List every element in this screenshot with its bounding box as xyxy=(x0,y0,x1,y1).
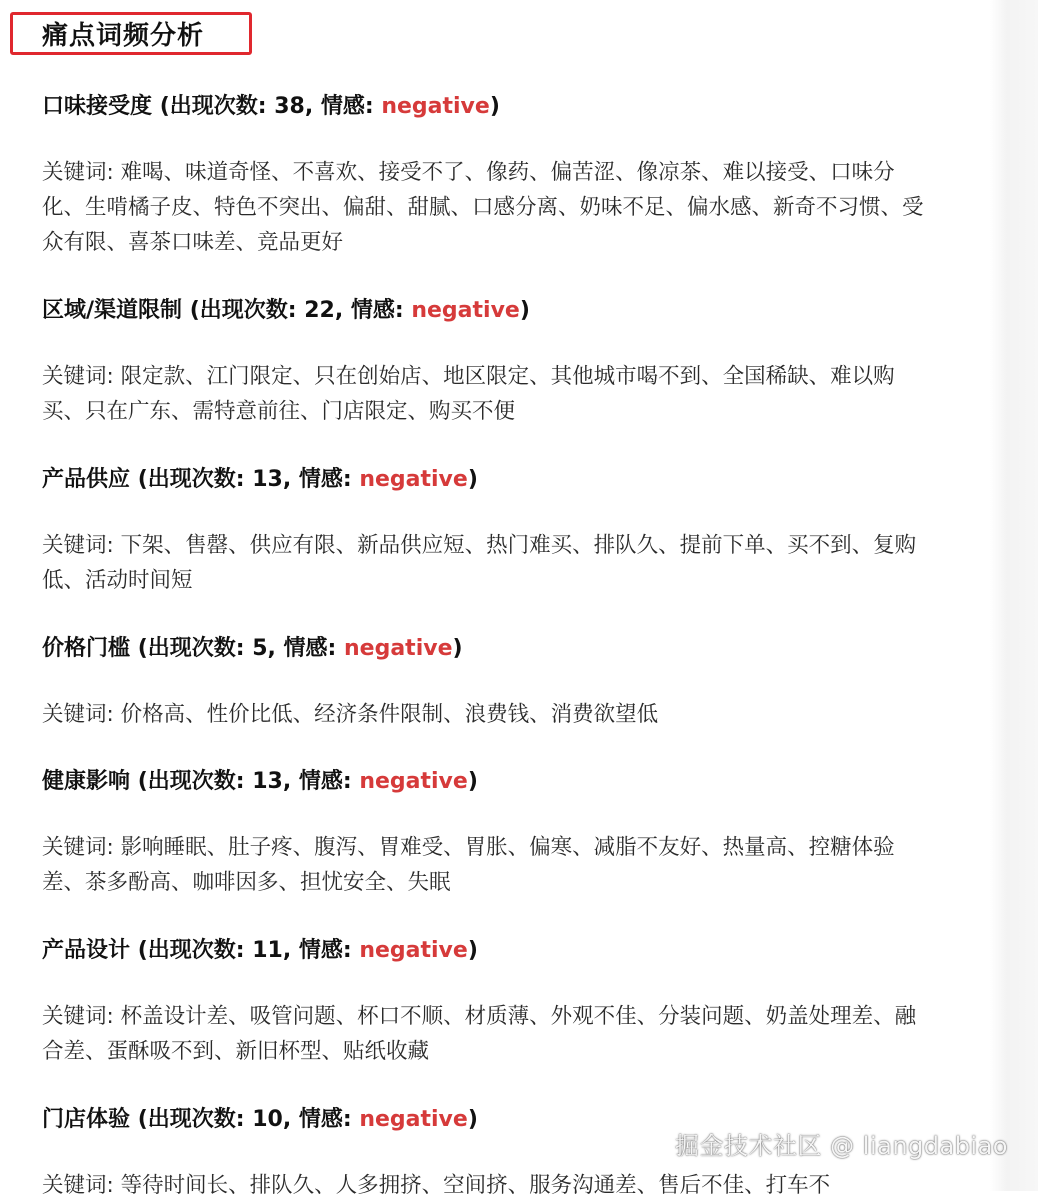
section-count: 13 xyxy=(252,467,283,492)
section-count: 5 xyxy=(252,636,268,661)
section-heading: 产品设计 (出现次数: 11, 情感: negative) xyxy=(42,938,478,963)
section-name: 门店体验 xyxy=(42,1107,131,1132)
section-heading: 健康影响 (出现次数: 13, 情感: negative) xyxy=(42,769,478,794)
keyword-list: 关键词: 限定款、江门限定、只在创始店、地区限定、其他城市喝不到、全国稀缺、难以购买、只在广东、需特意前往、门店限定、购买不便 xyxy=(42,364,895,424)
right-edge-shadow xyxy=(990,0,1038,1191)
section-heading: 产品供应 (出现次数: 13, 情感: negative) xyxy=(42,467,478,492)
section-count: 10 xyxy=(252,1107,283,1132)
section-region-channel-limit xyxy=(42,294,932,429)
section-product-design xyxy=(42,934,932,1069)
sentiment-label: negative xyxy=(381,94,490,119)
keyword-list: 关键词: 下架、售罄、供应有限、新品供应短、热门难买、排队久、提前下单、买不到、复购低、活动时间短 xyxy=(42,533,917,593)
watermark: 掘金技术社区 @ liangdabiao xyxy=(675,1132,1008,1160)
section-name: 价格门槛 xyxy=(42,636,131,661)
section-product-supply xyxy=(42,463,932,598)
section-name: 健康影响 xyxy=(42,769,131,794)
section-heading: 门店体验 (出现次数: 10, 情感: negative) xyxy=(42,1107,478,1132)
section-count: 13 xyxy=(252,769,283,794)
keyword-list: 关键词: 影响睡眠、肚子疼、腹泻、胃难受、胃胀、偏寒、减脂不友好、热量高、控糖体验差、茶多酚高、咖啡因多、担忧安全、失眠 xyxy=(42,835,895,895)
sentiment-label: negative xyxy=(359,1107,468,1132)
section-name: 产品供应 xyxy=(42,467,131,492)
section-heading: 区域/渠道限制 (出现次数: 22, 情感: negative) xyxy=(42,298,530,323)
sentiment-label: negative xyxy=(359,769,468,794)
keyword-list: 关键词: 等待时间长、排队久、人多拥挤、空间挤、服务沟通差、售后不佳、打车不 xyxy=(42,1173,831,1198)
section-taste-acceptance xyxy=(42,90,932,260)
sentiment-label: negative xyxy=(359,467,468,492)
section-count: 22 xyxy=(304,298,335,323)
keyword-list: 关键词: 杯盖设计差、吸管问题、杯口不顺、材质薄、外观不佳、分装问题、奶盖处理差、融合差、蛋酥吸不到、新旧杯型、贴纸收藏 xyxy=(42,1004,917,1064)
section-name: 口味接受度 xyxy=(42,94,153,119)
section-count: 11 xyxy=(252,938,283,963)
page-title: 痛点词频分析 xyxy=(42,21,205,51)
section-price-threshold xyxy=(42,632,932,732)
sentiment-label: negative xyxy=(411,298,520,323)
section-name: 产品设计 xyxy=(42,938,131,963)
sentiment-label: negative xyxy=(344,636,453,661)
section-count: 38 xyxy=(274,94,305,119)
section-heading: 口味接受度 (出现次数: 38, 情感: negative) xyxy=(42,94,500,119)
section-health-impact xyxy=(42,765,932,900)
section-heading: 价格门槛 (出现次数: 5, 情感: negative) xyxy=(42,636,463,661)
sentiment-label: negative xyxy=(359,938,468,963)
section-name: 区域/渠道限制 xyxy=(42,298,183,323)
keyword-list: 关键词: 价格高、性价比低、经济条件限制、浪费钱、消费欲望低 xyxy=(42,702,659,727)
keyword-list: 关键词: 难喝、味道奇怪、不喜欢、接受不了、像药、偏苦涩、像凉茶、难以接受、口味分化、生啃橘子皮、特色不突出、偏甜、甜腻、口感分离、奶味不足、偏水感、新奇不习惯、受众有限、喜茶口味差、竞品更好 xyxy=(42,160,924,255)
